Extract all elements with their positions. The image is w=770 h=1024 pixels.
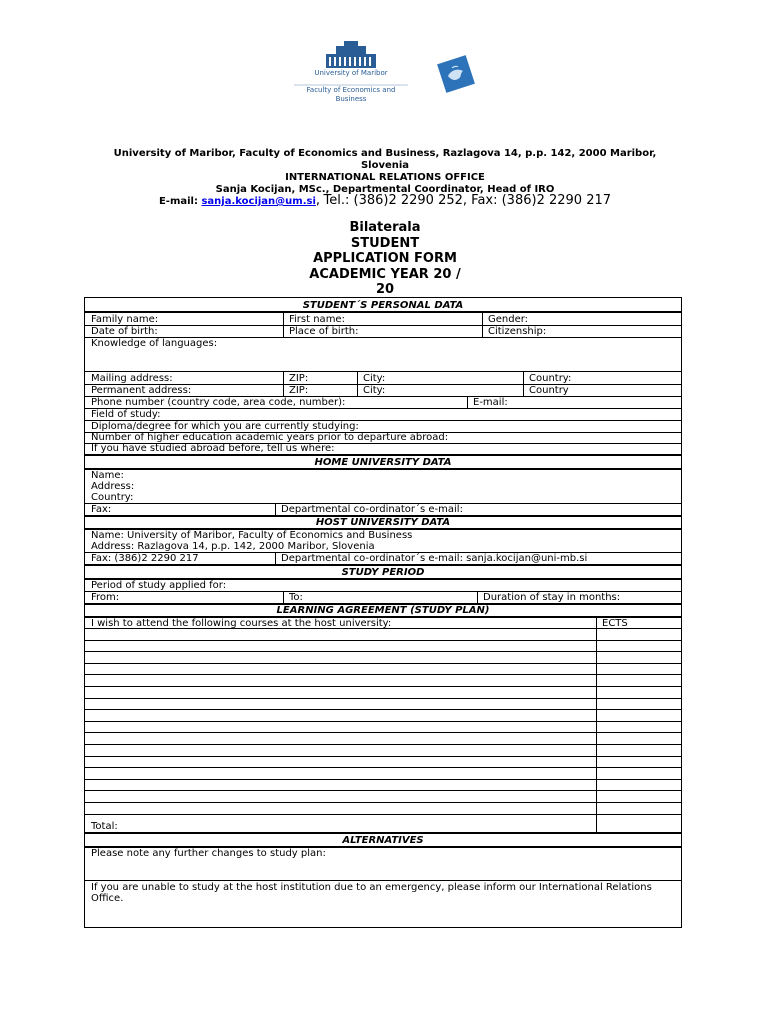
phone-field[interactable]: Phone number (country code, area code, number):: [91, 397, 346, 408]
course-row-line: [85, 686, 681, 687]
course-row-line: [85, 732, 681, 733]
header-block: [0, 148, 770, 196]
permanent-address-field[interactable]: Permanent address:: [91, 385, 192, 396]
section-heading-home: HOME UNIVERSITY DATA: [314, 457, 452, 468]
host-coordinator-email: Departmental co-ordinator´s e-mail: sanja.kocijan@uni-mb.si: [281, 553, 588, 564]
title-line-3: APPLICATION FORM: [313, 251, 457, 266]
tel-fax: Tel.: (386)2 2290 252, Fax: (386)2 2290 217: [323, 193, 612, 208]
field-of-study-field[interactable]: Field of study:: [91, 409, 161, 420]
course-row-line: [85, 756, 681, 757]
home-country-field[interactable]: Country:: [91, 492, 134, 503]
application-form-table: [84, 297, 682, 928]
mailing-city-field[interactable]: City:: [363, 373, 386, 384]
course-row-line: [85, 640, 681, 641]
citizenship-field[interactable]: Citizenship:: [488, 326, 547, 337]
title-line-4: ACADEMIC YEAR 20 /: [309, 266, 461, 282]
title-line-1: Bilaterala: [349, 220, 421, 235]
coordinator-line: Sanja Kocijan, MSc., Departmental Coordinator, Head of IRO: [215, 184, 555, 195]
course-row-line: [85, 628, 681, 629]
studied-abroad-field[interactable]: If you have studied abroad before, tell us where:: [91, 443, 335, 454]
university-logo: [292, 40, 410, 103]
permanent-country-field[interactable]: Country: [529, 385, 569, 396]
home-coordinator-email-field[interactable]: Departmental co-ordinator´s e-mail:: [281, 504, 463, 515]
first-name-field[interactable]: First name:: [289, 314, 345, 325]
gender-field[interactable]: Gender:: [488, 314, 529, 325]
email-link[interactable]: sanja.kocijan@um.si: [201, 196, 316, 207]
diploma-field[interactable]: Diploma/degree for which you are currently studying:: [91, 421, 359, 432]
course-row-line: [85, 767, 681, 768]
comma: ,: [315, 193, 321, 208]
course-row-line: [85, 790, 681, 791]
course-row-line: [85, 674, 681, 675]
dob-field[interactable]: Date of birth:: [91, 326, 158, 337]
title-line-5: 20: [375, 282, 395, 297]
title-line-2: STUDENT: [350, 235, 420, 251]
faculty-address: University of Maribor, Faculty of Economics and Business, Razlagova 14, p.p. 142, 2000 Maribor, Slovenia: [113, 148, 657, 171]
course-row-line: [85, 744, 681, 745]
home-name-field[interactable]: Name:: [91, 470, 124, 481]
family-name-field[interactable]: Family name:: [91, 314, 159, 325]
permanent-city-field[interactable]: City:: [363, 385, 386, 396]
course-row-line: [85, 814, 681, 815]
course-row-line: [85, 709, 681, 710]
partner-logo: [436, 54, 476, 94]
study-plan-changes-field[interactable]: Please note any further changes to study plan:: [91, 848, 326, 859]
course-row-line: [85, 802, 681, 803]
faculty-logo-name: Faculty of Economics and Business: [306, 86, 396, 103]
university-logo-name: University of Maribor: [314, 69, 388, 77]
total-label: Total:: [91, 821, 118, 832]
section-heading-alternatives: ALTERNATIVES: [342, 835, 424, 846]
office-name: INTERNATIONAL RELATIONS OFFICE: [285, 172, 485, 183]
period-from-field[interactable]: From:: [91, 592, 120, 603]
form-title: [0, 220, 770, 298]
courses-label: I wish to attend the following courses at the host university:: [91, 618, 392, 629]
period-applied-field[interactable]: Period of study applied for:: [91, 580, 227, 591]
course-row-line: [85, 698, 681, 699]
globe-map-icon: [436, 54, 476, 94]
course-row-line: [85, 651, 681, 652]
home-address-field[interactable]: Address:: [91, 481, 135, 492]
mailing-country-field[interactable]: Country:: [529, 373, 572, 384]
section-heading-learning-agreement: LEARNING AGREEMENT (STUDY PLAN): [276, 605, 490, 616]
academic-years-field[interactable]: Number of higher education academic years prior to departure abroad:: [91, 432, 449, 443]
course-row-line: [85, 721, 681, 722]
contact-line: [0, 193, 770, 208]
host-fax: Fax: (386)2 2290 217: [91, 553, 199, 564]
student-email-field[interactable]: E-mail:: [473, 397, 508, 408]
period-duration-field[interactable]: Duration of stay in months:: [483, 592, 621, 603]
section-heading-study-period: STUDY PERIOD: [341, 567, 425, 578]
emergency-note-line-1: If you are unable to study at the host institution due to an emergency, please inform our International Relations: [91, 882, 652, 893]
mailing-address-field[interactable]: Mailing address:: [91, 373, 173, 384]
emergency-note-line-2: Office.: [91, 893, 124, 904]
pob-field[interactable]: Place of birth:: [289, 326, 359, 337]
ects-header: ECTS: [602, 618, 628, 629]
mailing-zip-field[interactable]: ZIP:: [289, 373, 309, 384]
section-heading-personal: STUDENT´S PERSONAL DATA: [302, 300, 464, 311]
languages-field[interactable]: Knowledge of languages:: [91, 338, 218, 349]
period-to-field[interactable]: To:: [289, 592, 303, 603]
host-name: Name: University of Maribor, Faculty of Economics and Business: [91, 530, 413, 541]
permanent-zip-field[interactable]: ZIP:: [289, 385, 309, 396]
section-heading-host: HOST UNIVERSITY DATA: [315, 517, 451, 528]
course-row-line: [85, 663, 681, 664]
email-label: E-mail:: [158, 196, 198, 207]
course-row-line: [85, 779, 681, 780]
host-address: Address: Razlagova 14, p.p. 142, 2000 Maribor, Slovenia: [91, 541, 375, 552]
home-fax-field[interactable]: Fax:: [91, 504, 112, 515]
